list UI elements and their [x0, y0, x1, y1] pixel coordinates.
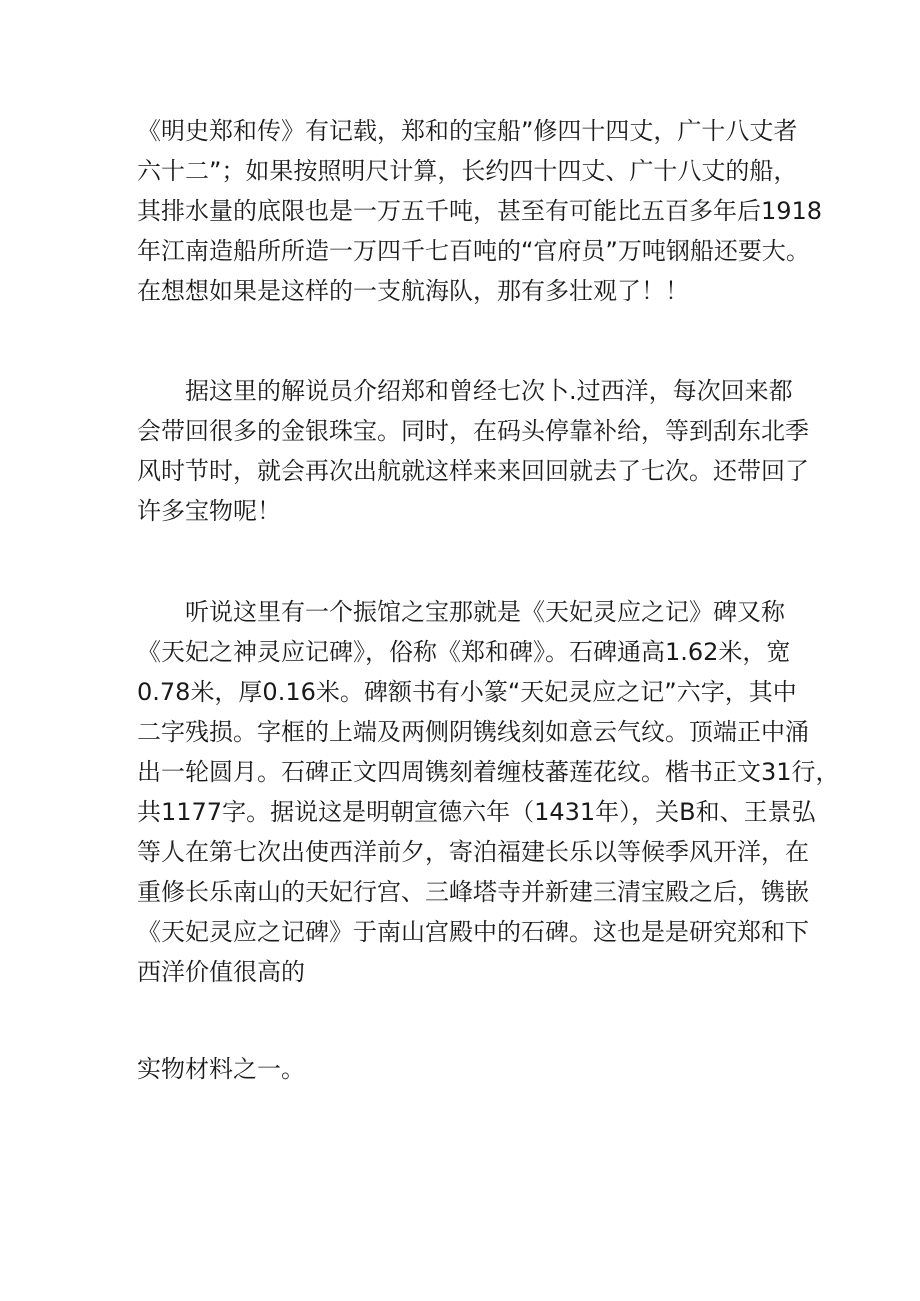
paragraph-baochuan: [137, 111, 823, 311]
text-line: 二字残损。字框的上端及两侧阴镌线刻如意云气纹。顶端正中涌: [137, 718, 809, 746]
text-line: 会带回很多的金银珠宝。同时，在码头停靠补给，等到刮东北季: [137, 417, 809, 445]
text-line: 实物材料之一。: [137, 1055, 305, 1083]
paragraph-stele: [137, 592, 840, 992]
text-line: 许多宝物呢！: [137, 497, 281, 525]
text-line: 共1177字。据说这是明朝宣德六年（1431年），关B和、王景弘: [137, 798, 816, 826]
text-line: 年江南造船所所造一万四千七百吨的“官府员”万吨钢船还要大。: [137, 237, 810, 265]
text-line: 在想想如果是这样的一支航海队，那有多壮观了！！: [137, 277, 689, 305]
text-line: 《天妃之神灵应记碑》，俗称《郑和碑》。石碑通高1.62米，宽: [137, 638, 791, 666]
text-line: 等人在第七次出使西洋前夕，寄泊福建长乐以等候季风开洋，在: [137, 838, 809, 866]
paragraph-seven-voyages: [137, 371, 809, 531]
text-line: 西洋价值很高的: [137, 958, 305, 986]
text-line: 《明史郑和传》有记载，郑和的宝船”修四十四丈，广十八丈者: [137, 117, 798, 145]
text-line: 0.78米，厚0.16米。碑额书有小篆“天妃灵应之记”六字，其中: [137, 678, 797, 706]
paragraph-closing: [137, 1049, 787, 1089]
text-line: 《天妃灵应之记碑》于南山宫殿中的石碑。这也是是研究郑和下: [137, 918, 809, 946]
text-line: 重修长乐南山的天妃行宫、三峰塔寺并新建三清宝殿之后，镌嵌: [137, 878, 809, 906]
text-line: 据这里的解说员介绍郑和曾经七次卜.过西洋，每次回来都: [137, 377, 793, 405]
text-line: 风时节时，就会再次出航就这样来来回回就去了七次。还带回了: [137, 457, 809, 485]
text-line: 其排水量的底限也是一万五千吨，甚至有可能比五百多年后1918: [137, 197, 823, 225]
text-line: 六十二”；如果按照明尺计算，长约四十四丈、广十八丈的船，: [137, 157, 798, 185]
text-line: 出一轮圆月。石碑正文四周镌刻着缠枝蕃莲花纹。楷书正文31行，: [137, 758, 840, 786]
text-line: 听说这里有一个振馆之宝那就是《天妃灵应之记》碑又称: [137, 598, 785, 626]
